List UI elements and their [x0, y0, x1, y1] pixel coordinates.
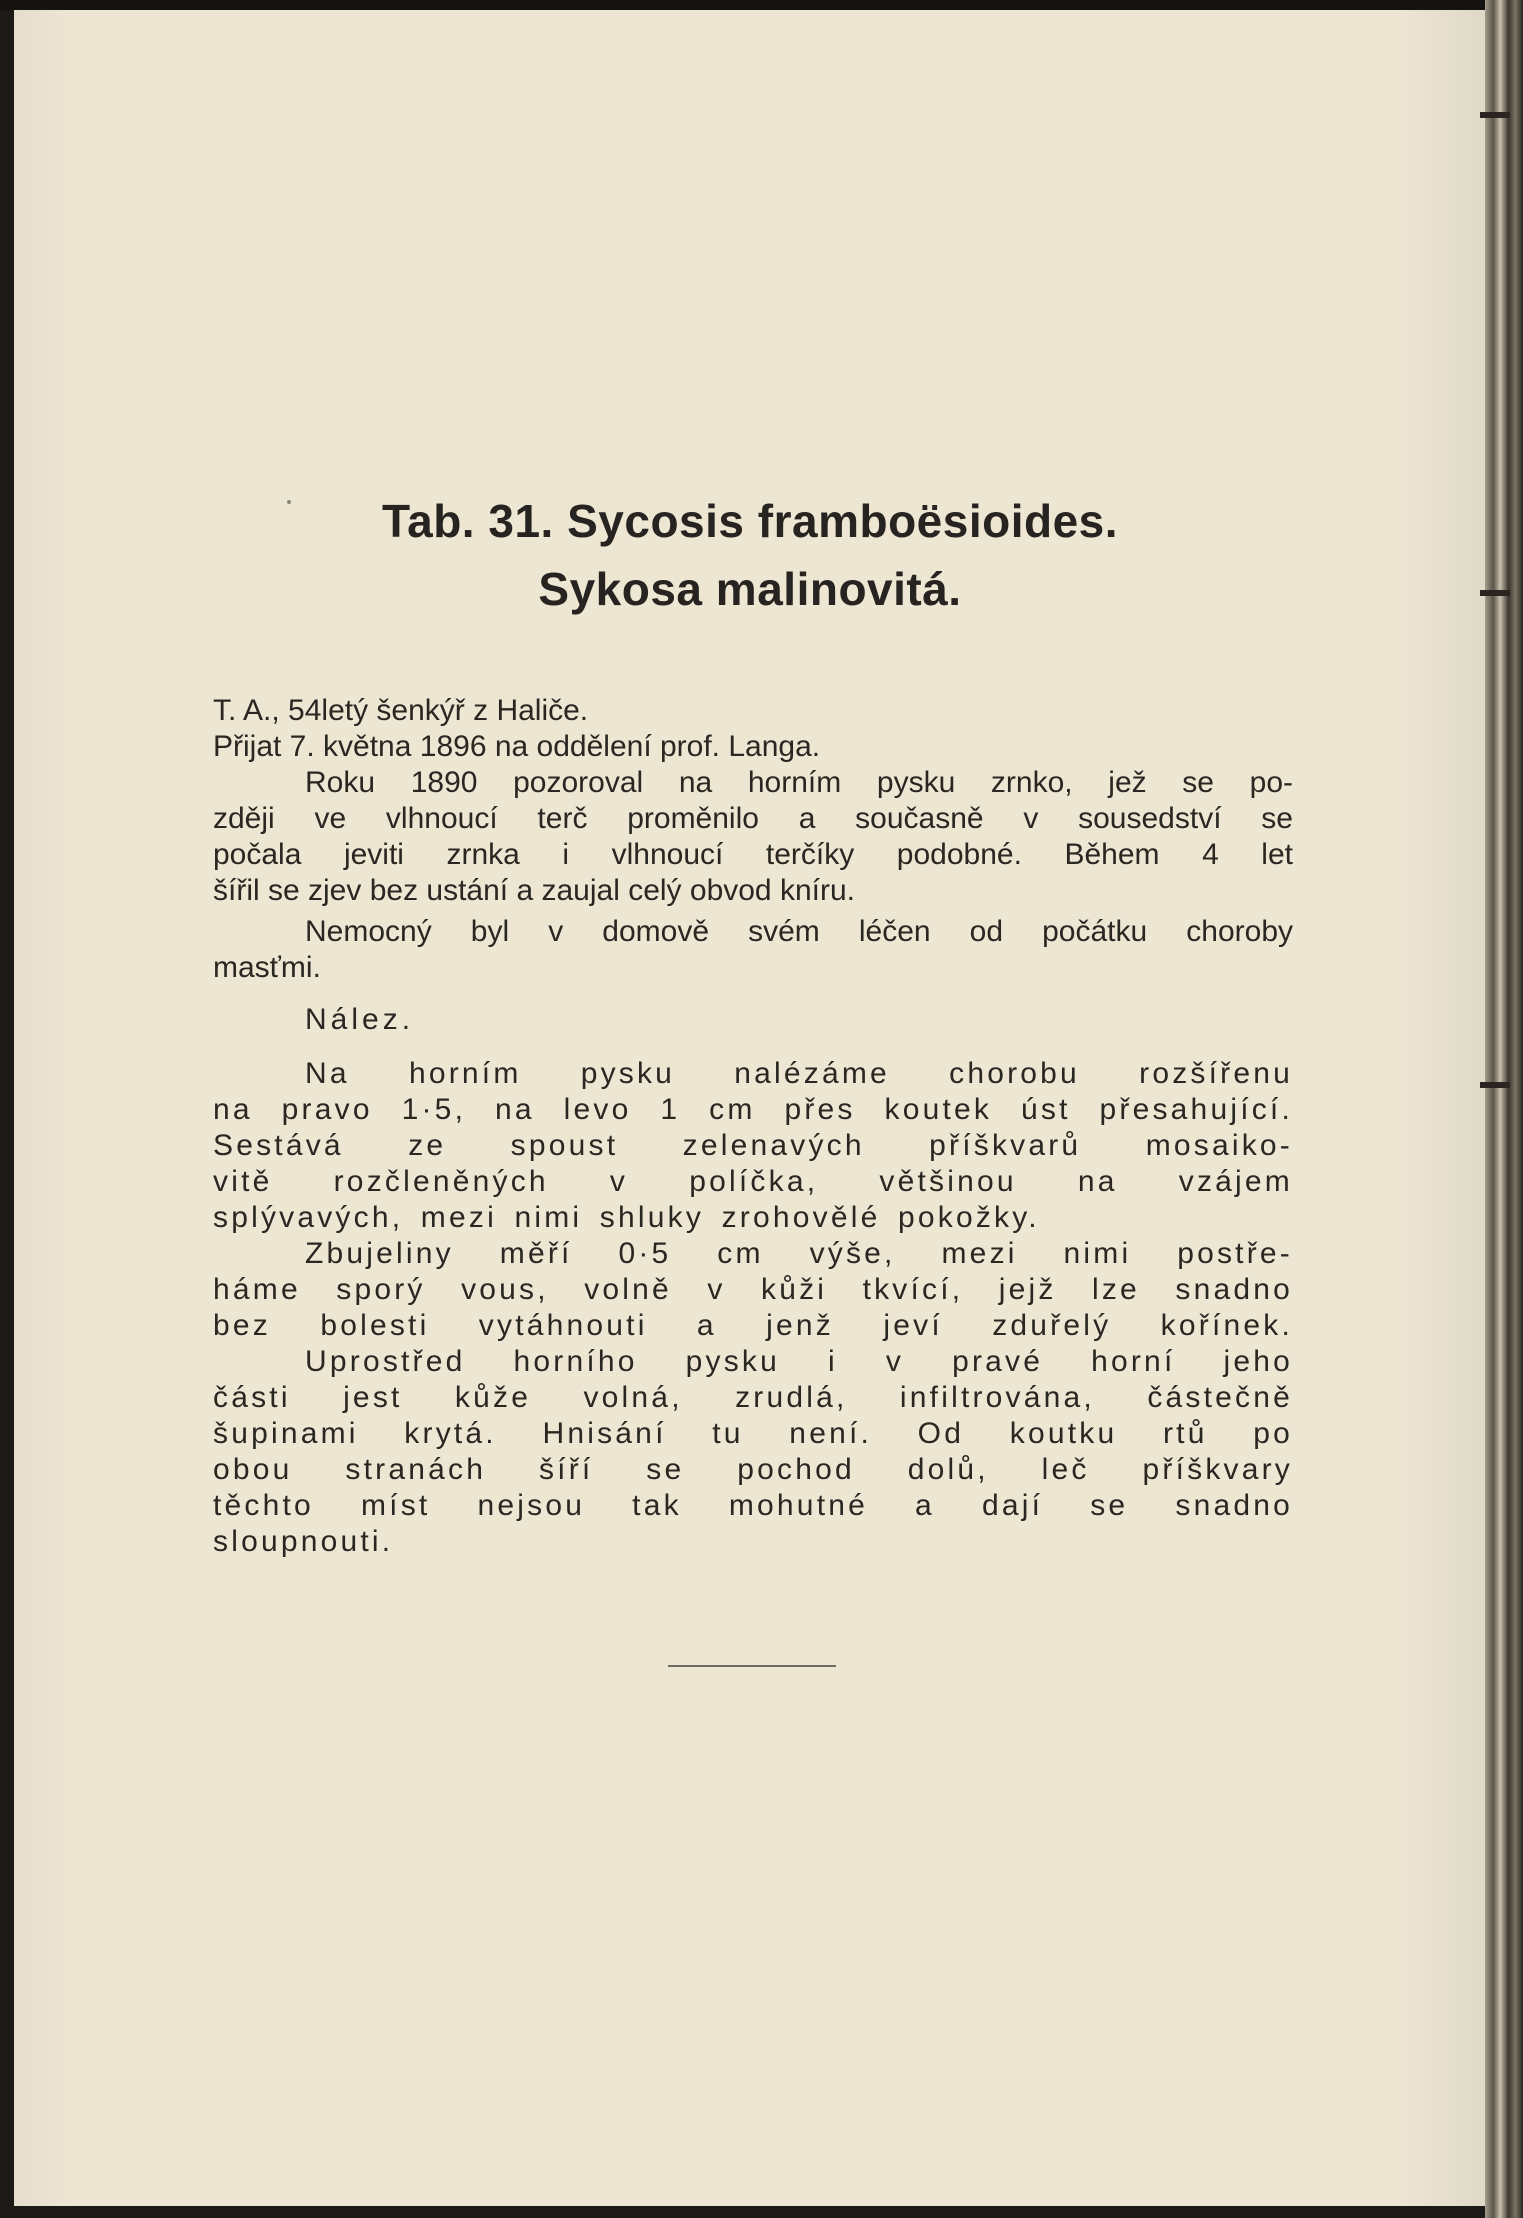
end-rule [668, 1665, 836, 1667]
case-line: masťmi. [213, 951, 321, 984]
findings-line: splývavých, mezi nimi shluky zrohovělé pokožky. [213, 1201, 1040, 1234]
case-line: T. A., 54letý šenkýř z Haliče. [213, 694, 589, 727]
binding-mark [1480, 1082, 1510, 1088]
findings-line: sloupnouti. [213, 1525, 394, 1558]
findings-line: těchto míst nejsou tak mohutné a dají se snadno [213, 1489, 1293, 1522]
binding-mark [1480, 112, 1510, 118]
findings-line: háme sporý vous, volně v kůži tkvící, jejž lze snadno [213, 1273, 1293, 1306]
case-line: Přijat 7. května 1896 na oddělení prof. Langa. [213, 730, 821, 763]
case-line: počala jeviti zrnka i vlhnoucí terčíky podobné. Během 4 let [213, 838, 1293, 871]
case-line: Nemocný byl v domově svém léčen od počátku choroby [305, 915, 1293, 948]
page-title: Tab. 31. Sycosis framboësioides. [381, 495, 1119, 547]
case-line: šířil se zjev bez ustání a zaujal celý obvod kníru. [213, 874, 855, 907]
page-subtitle: Sykosa malinovitá. [538, 563, 962, 615]
findings-line: vitě rozčleněných v políčka, většinou na vzájem [213, 1165, 1293, 1198]
findings-line: Zbujeliny měří 0·5 cm výše, mezi nimi postře- [305, 1237, 1293, 1270]
findings-line: bez bolesti vytáhnouti a jenž jeví zduřelý kořínek. [213, 1309, 1293, 1342]
case-line: zději ve vlhnoucí terč proměnilo a současně v sousedství se [213, 802, 1293, 835]
findings-line: části jest kůže volná, zrudlá, infiltrována, částečně [213, 1381, 1293, 1414]
case-line: Roku 1890 pozoroval na horním pysku zrnko, jež se po- [305, 766, 1293, 799]
book-binding-edge [1485, 0, 1523, 2218]
findings-line: Na horním pysku nalézáme chorobu rozšířenu [305, 1057, 1293, 1090]
findings-line: šupinami krytá. Hnisání tu není. Od koutku rtů po [213, 1417, 1293, 1450]
findings-line: Uprostřed horního pysku i v pravé horní jeho [305, 1345, 1293, 1378]
binding-mark [1480, 590, 1510, 596]
top-page-edge [0, 0, 1523, 10]
findings-line: obou stranách šíří se pochod dolů, leč příškvary [213, 1453, 1293, 1486]
findings-heading: Nález. [305, 1003, 415, 1036]
findings-line: na pravo 1·5, na levo 1 cm přes koutek úst přesahující. [213, 1093, 1293, 1126]
findings-line: Sestává ze spoust zelenavých příškvarů mosaiko- [213, 1129, 1293, 1162]
